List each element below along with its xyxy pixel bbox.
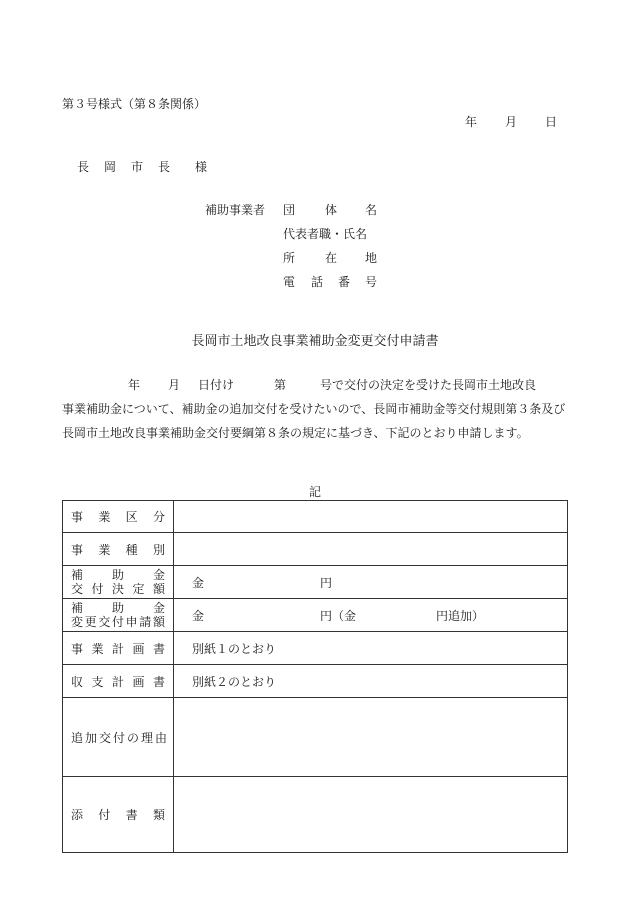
row-label-kofu-kettei-gaku: 補 助 金 交 付 決 定 額 — [63, 566, 174, 599]
row-label-jigyou-keikakusho: 事 業 計 画 書 — [63, 632, 174, 665]
field-organization-name: 団 体 名 — [283, 203, 378, 217]
table-row — [63, 501, 568, 533]
row-label-jigyou-kubun: 事 業 区 分 — [63, 501, 174, 533]
row-value-empty — [174, 533, 568, 566]
table-row — [63, 665, 568, 698]
body-line-1: 年 月 日付け 第 号で交付の決定を受けた長岡市土地改良 — [128, 378, 537, 392]
document-title: 長岡市土地改良事業補助金変更交付申請書 — [191, 334, 439, 349]
table-row — [63, 533, 568, 566]
row-value-empty — [174, 501, 568, 533]
body-text — [62, 373, 568, 445]
row-label-tenpu-shorui: 添 付 書 類 — [63, 777, 174, 853]
table-row — [63, 777, 568, 853]
row-label-jigyou-shubetsu: 事 業 種 別 — [63, 533, 174, 566]
row-value-text: 別紙２のとおり — [174, 665, 568, 698]
date-line — [465, 113, 557, 130]
date-day: 日 — [545, 115, 558, 129]
field-address: 所 在 地 — [283, 251, 378, 265]
row-label-henko-shinsei-gaku: 補 助 金 変 更 交 付 申 請 額 — [63, 599, 174, 632]
date-year: 年 — [465, 115, 478, 129]
applicant-block — [205, 201, 377, 297]
row-value-amount: 金 円 — [174, 566, 568, 599]
form-number: 第３号様式（第８条関係） — [62, 97, 207, 111]
field-phone: 電 話 番 号 — [283, 275, 378, 289]
body-rest: 事業補助金について、補助金の追加交付を受けたいので、長岡市補助金等交付規則第３条及び長岡市土地改良事業補助金交付要綱第８条の規定に基づき、下記のとおり申請します。 — [62, 402, 566, 440]
row-value-amount: 金 円（金 円追加） — [174, 599, 568, 632]
addressee-char: 市 — [131, 160, 144, 174]
row-label-shushi-keikakusho: 収 支 計 画 書 — [63, 665, 174, 698]
field-representative: 代表者職・氏名 — [283, 227, 368, 241]
addressee-char: 長 — [158, 160, 171, 174]
date-month: 月 — [505, 115, 518, 129]
details-table — [62, 500, 568, 853]
ki-mark: 記 — [308, 485, 321, 499]
addressee-char: 長 — [77, 160, 90, 174]
addressee-honorific: 様 — [195, 160, 208, 174]
row-value-text: 別紙１のとおり — [174, 632, 568, 665]
table-row — [63, 566, 568, 599]
table-row — [63, 698, 568, 777]
addressee-char: 岡 — [104, 160, 117, 174]
table-row — [63, 632, 568, 665]
row-value-empty — [174, 777, 568, 853]
addressee — [77, 158, 207, 175]
applicant-role: 補助事業者 — [205, 203, 266, 217]
row-value-empty — [174, 698, 568, 777]
row-label-tsuika-riyu: 追加交付の理由 — [63, 698, 174, 777]
table-row — [63, 599, 568, 632]
